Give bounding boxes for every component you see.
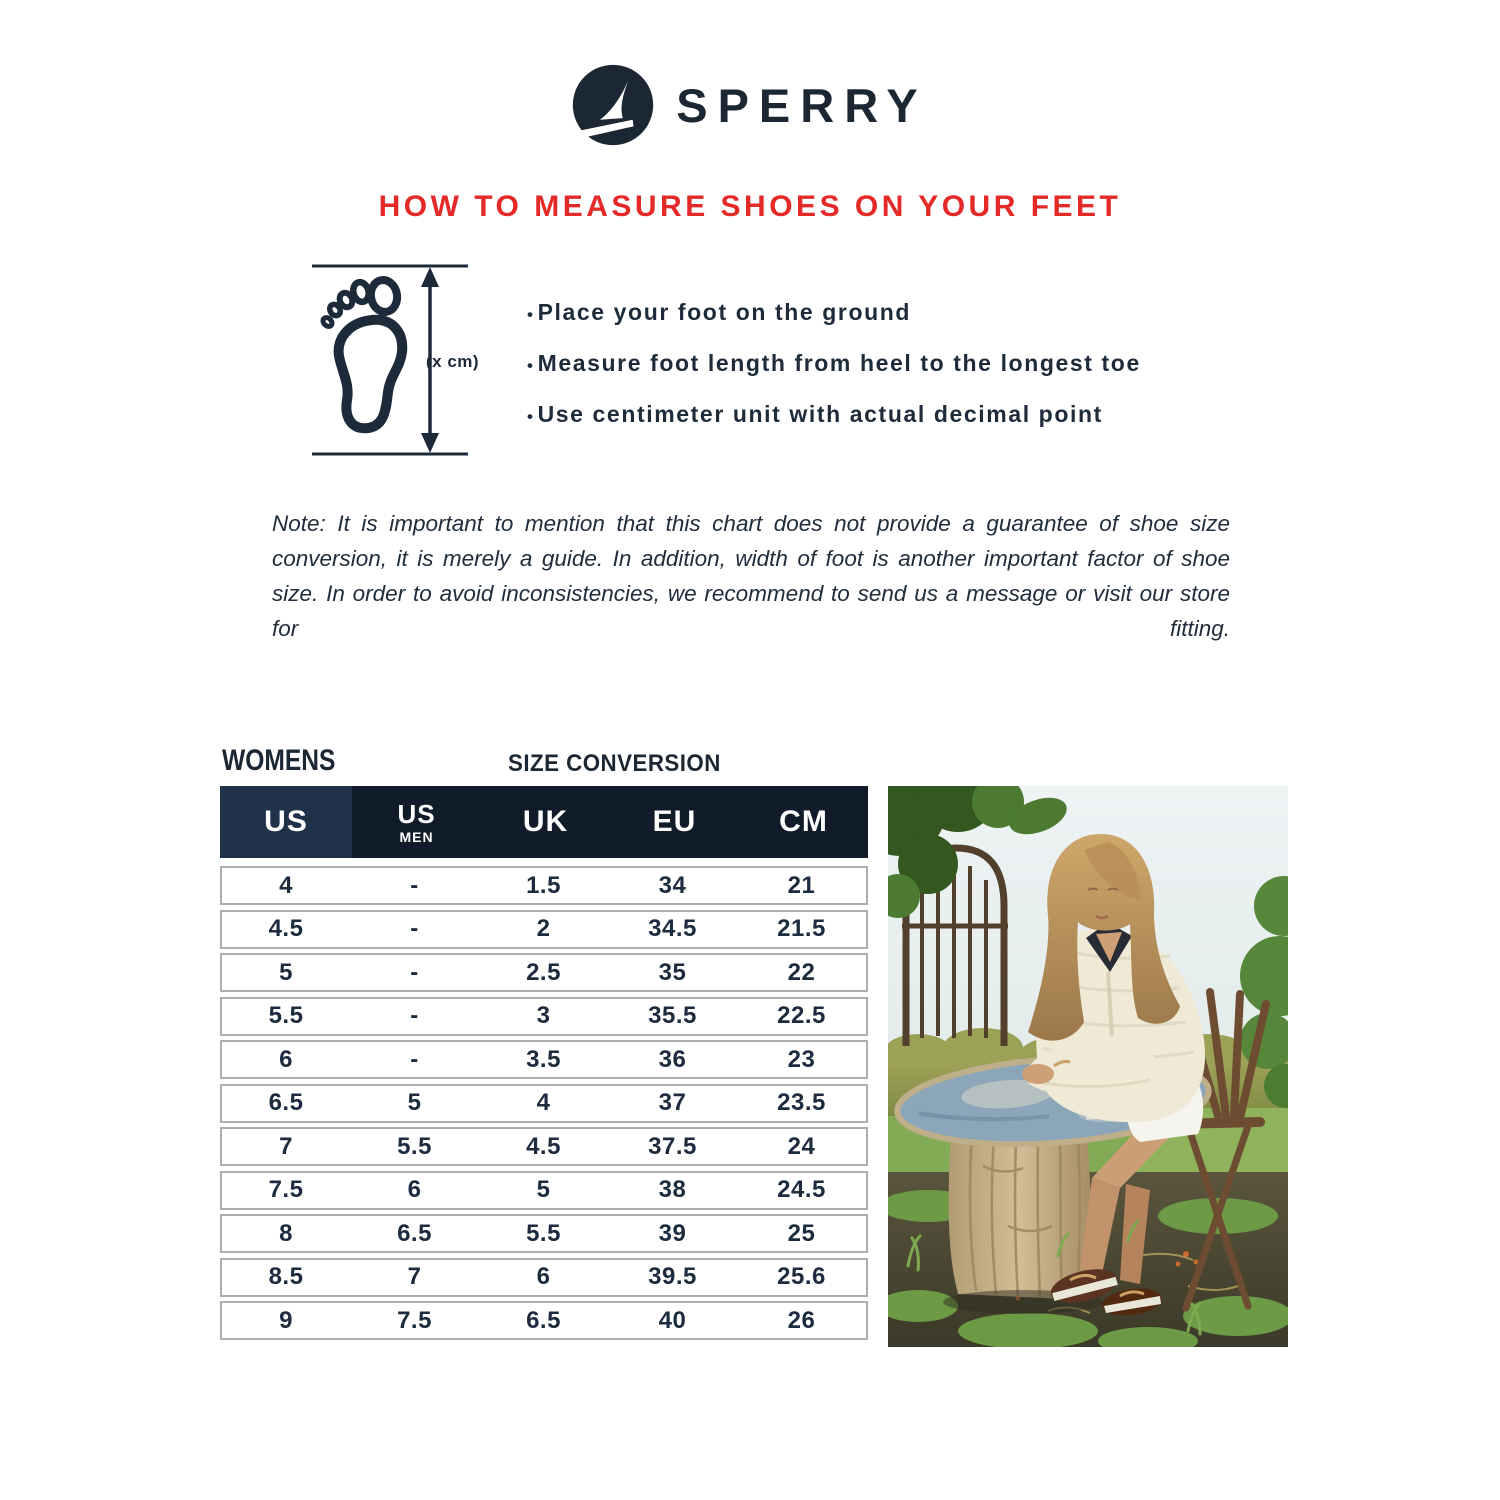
instruction-list bbox=[527, 299, 1141, 452]
size-conversion-table bbox=[220, 786, 868, 1345]
cell-us: 7 bbox=[279, 1132, 293, 1160]
instruction-text: Measure foot length from heel to the longest toe bbox=[537, 350, 1141, 376]
cell-us-men: - bbox=[410, 871, 419, 899]
cell-cm: 23 bbox=[787, 1045, 816, 1073]
table-row bbox=[220, 1301, 868, 1340]
cell-eu: 38 bbox=[658, 1176, 687, 1203]
cell-uk: 5.5 bbox=[526, 1219, 561, 1247]
instruction-text: Use centimeter unit with actual decimal point bbox=[537, 401, 1103, 427]
cell-us: 5.5 bbox=[268, 1002, 304, 1029]
cell-uk: 6 bbox=[536, 1263, 551, 1290]
cell-eu: 35.5 bbox=[648, 1002, 697, 1029]
table-row bbox=[220, 866, 868, 905]
table-row bbox=[220, 1258, 868, 1297]
cell-us-men: - bbox=[410, 1045, 419, 1073]
sperry-sailboat-icon bbox=[572, 64, 654, 146]
page-heading: HOW TO MEASURE SHOES ON YOUR FEET bbox=[378, 190, 1122, 223]
cell-us: 4 bbox=[279, 871, 293, 899]
disclaimer-note: Note: It is important to mention that this chart does not provide a guarantee of shoe size conversion, it is merely a guide. In addition, width of foot is another important factor of shoe size. In order to avoid inconsistencies, we recommend to send us a message or visit our store for fitting. bbox=[272, 511, 1230, 641]
cell-uk: 2.5 bbox=[526, 958, 561, 986]
table-row bbox=[220, 1127, 868, 1166]
col-header-cm: CM bbox=[779, 805, 828, 838]
table-row bbox=[220, 1171, 868, 1210]
cell-uk: 6.5 bbox=[526, 1306, 561, 1334]
cell-uk: 3.5 bbox=[526, 1045, 561, 1073]
cell-us-men: 5 bbox=[407, 1089, 422, 1116]
cell-cm: 26 bbox=[787, 1306, 816, 1334]
cell-eu: 34.5 bbox=[648, 915, 697, 942]
instruction-item bbox=[527, 350, 1141, 378]
garden-scene-illustration bbox=[888, 786, 1288, 1347]
table-row bbox=[220, 997, 868, 1036]
cell-eu: 40 bbox=[658, 1306, 687, 1334]
lifestyle-photo bbox=[888, 786, 1288, 1347]
col-header-uk: UK bbox=[522, 805, 569, 838]
cell-eu: 37.5 bbox=[648, 1132, 697, 1160]
cell-cm: 22 bbox=[787, 958, 816, 986]
bullet-dot-icon: • bbox=[527, 305, 535, 324]
cell-eu: 39.5 bbox=[648, 1263, 697, 1290]
table-row bbox=[220, 1040, 868, 1079]
cell-eu: 35 bbox=[658, 958, 687, 986]
cell-us: 9 bbox=[279, 1306, 293, 1334]
cell-us-men: 6.5 bbox=[397, 1219, 432, 1247]
cell-us: 8 bbox=[279, 1219, 293, 1247]
foot-length-label: (x cm) bbox=[426, 352, 480, 371]
cell-us-men: 6 bbox=[407, 1176, 422, 1203]
section-title-womens: WOMENS bbox=[222, 744, 336, 777]
instruction-item bbox=[527, 401, 1141, 429]
cell-eu: 36 bbox=[658, 1045, 687, 1073]
brand-name: SPERRY bbox=[676, 78, 928, 132]
cell-cm: 25.6 bbox=[777, 1263, 826, 1290]
section-subtitle-size-conversion: SIZE CONVERSION bbox=[508, 750, 721, 777]
cell-us: 4.5 bbox=[268, 915, 304, 942]
bullet-dot-icon: • bbox=[527, 407, 535, 426]
cell-uk: 2 bbox=[536, 915, 551, 942]
bullet-dot-icon: • bbox=[527, 356, 535, 375]
table-row bbox=[220, 953, 868, 992]
cell-us-men: 5.5 bbox=[397, 1132, 432, 1160]
cell-cm: 25 bbox=[787, 1219, 816, 1247]
table-row bbox=[220, 1214, 868, 1253]
table-row bbox=[220, 1084, 868, 1123]
cell-uk: 4.5 bbox=[526, 1132, 561, 1160]
table-body bbox=[220, 866, 868, 1340]
col-header-us-men: US MEN bbox=[397, 798, 436, 845]
foot-measure-diagram bbox=[312, 260, 522, 465]
cell-cm: 23.5 bbox=[777, 1089, 826, 1116]
cell-us-men: 7.5 bbox=[397, 1306, 432, 1334]
cell-uk: 4 bbox=[536, 1089, 551, 1116]
cell-cm: 24.5 bbox=[777, 1176, 826, 1203]
table-row bbox=[220, 910, 868, 949]
cell-us: 6 bbox=[279, 1045, 293, 1073]
col-header-eu: EU bbox=[652, 805, 697, 838]
cell-us: 7.5 bbox=[268, 1176, 304, 1203]
cell-eu: 39 bbox=[658, 1219, 687, 1247]
brand-header bbox=[0, 64, 1500, 146]
cell-uk: 5 bbox=[536, 1176, 551, 1203]
instruction-text: Place your foot on the ground bbox=[537, 299, 912, 325]
instruction-item bbox=[527, 299, 1141, 327]
col-header-us: US bbox=[220, 786, 352, 858]
cell-uk: 3 bbox=[536, 1002, 551, 1029]
cell-us: 6.5 bbox=[268, 1089, 304, 1116]
cell-us-men: 7 bbox=[407, 1263, 422, 1290]
table-header-row bbox=[220, 786, 868, 858]
cell-us-men: - bbox=[410, 915, 419, 942]
cell-cm: 24 bbox=[787, 1132, 816, 1160]
cell-us: 8.5 bbox=[268, 1263, 304, 1290]
cell-eu: 34 bbox=[658, 871, 687, 899]
cell-us-men: - bbox=[410, 958, 419, 986]
cell-uk: 1.5 bbox=[526, 871, 561, 899]
cell-us-men: - bbox=[410, 1002, 419, 1029]
cell-eu: 37 bbox=[658, 1089, 687, 1116]
cell-us: 5 bbox=[279, 958, 293, 986]
cell-cm: 22.5 bbox=[777, 1002, 826, 1029]
cell-cm: 21.5 bbox=[777, 915, 826, 942]
cell-cm: 21 bbox=[787, 871, 816, 899]
